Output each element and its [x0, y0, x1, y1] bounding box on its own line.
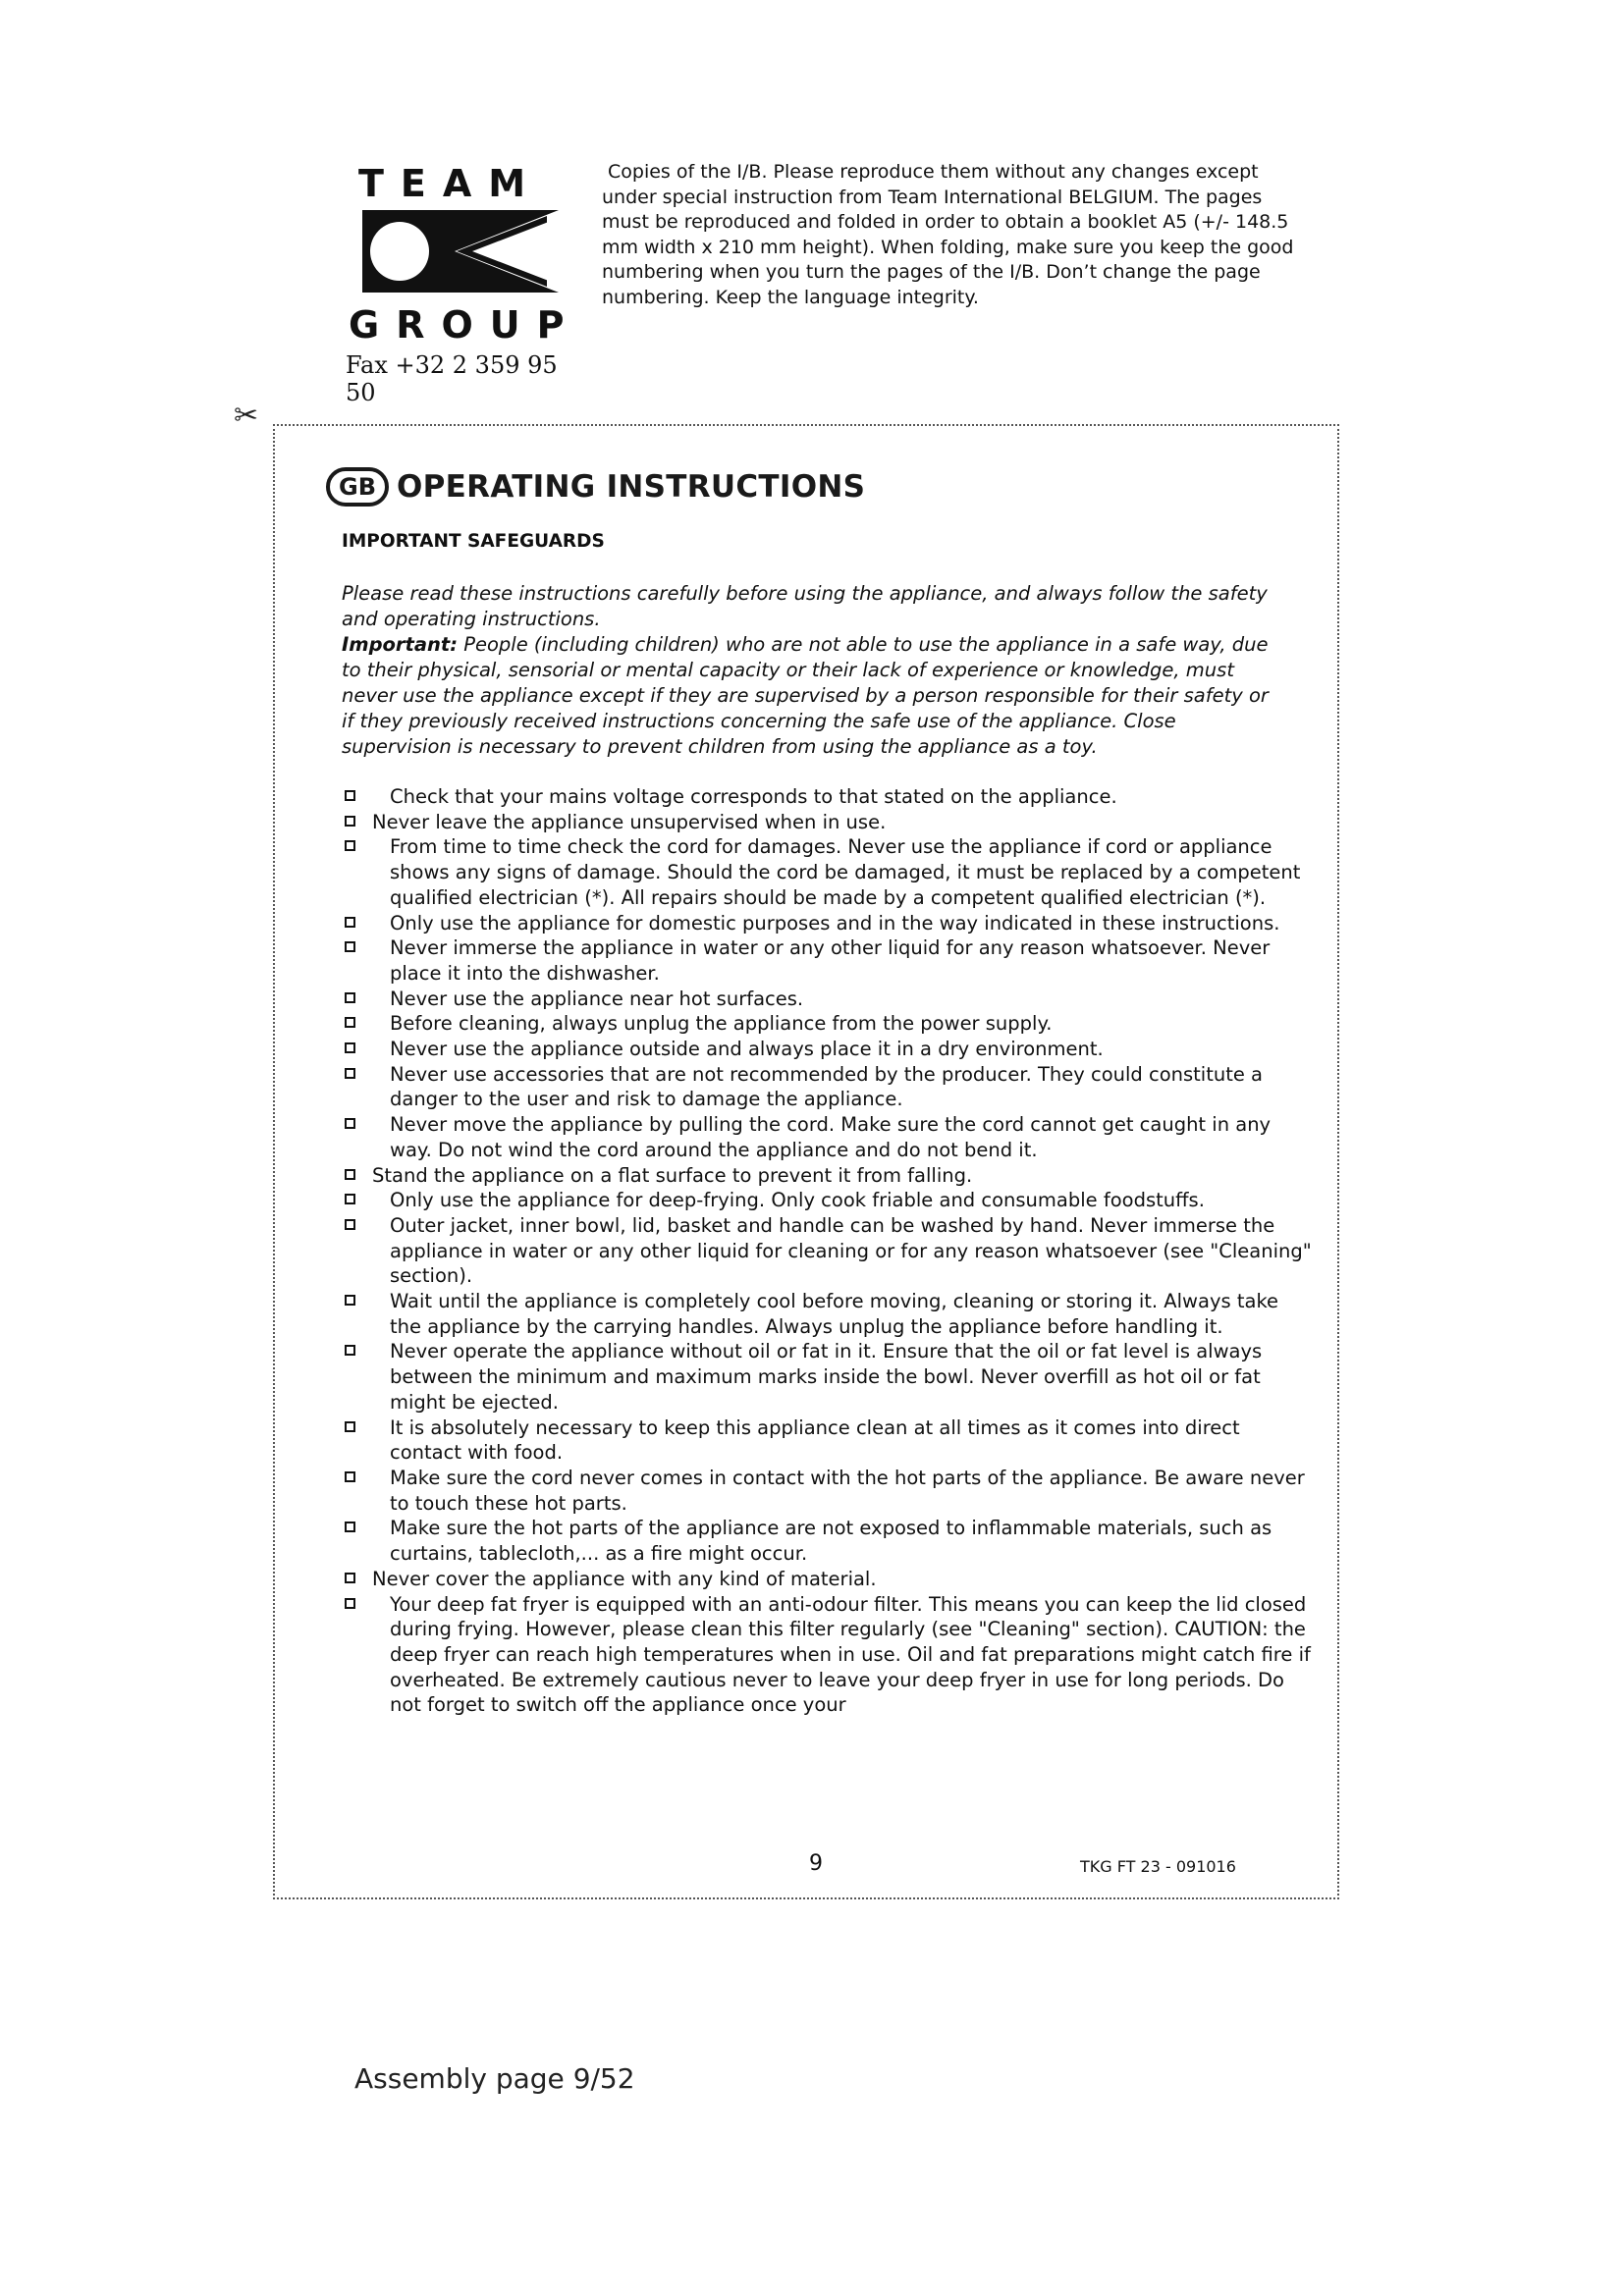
section-heading: IMPORTANT SAFEGUARDS [342, 531, 605, 552]
list-item [341, 1466, 1315, 1516]
list-item-text: It is absolutely necessary to keep this appliance clean at all times as it comes into direct contact with food. [390, 1415, 1240, 1465]
checkbox-icon [345, 917, 355, 928]
page-title-text: OPERATING INSTRUCTIONS [397, 469, 866, 505]
checkbox-icon [345, 1471, 355, 1482]
list-item-text: Never use accessories that are not recommended by the producer. They could constitute a danger to the user and risk to damage the appliance. [390, 1062, 1264, 1111]
reproduction-note [602, 160, 1304, 310]
list-item-text: Never use the appliance outside and always place it in a dry environment. [390, 1038, 1104, 1061]
list-item [341, 1213, 1315, 1289]
list-item-text: Wait until the appliance is completely cool before moving, cleaning or storing it. Always take the appliance by the carrying handles. Always unplug the appliance before handling it. [390, 1290, 1279, 1338]
important-text [342, 632, 1272, 760]
safeguards-list [341, 784, 1315, 1718]
assembly-page-label: Assembly page 9/52 [354, 2062, 635, 2095]
logo-group-text: GROUP [349, 303, 581, 347]
checkbox-icon [345, 1345, 355, 1356]
checkbox-icon [345, 1522, 355, 1532]
list-item [341, 1415, 1315, 1466]
checkbox-icon [345, 1573, 355, 1583]
list-item [341, 1592, 1315, 1719]
important-label: Important: [342, 633, 459, 656]
list-item [341, 987, 1315, 1012]
checkbox-icon [345, 1068, 355, 1079]
team-group-logo [346, 162, 581, 406]
checkbox-icon [345, 1169, 355, 1180]
checkbox-icon [345, 1042, 355, 1053]
checkbox-icon [345, 1194, 355, 1204]
checkbox-icon [345, 1421, 355, 1432]
list-item-text: Never cover the appliance with any kind of material. [372, 1567, 877, 1590]
list-item-text: Your deep fat fryer is equipped with an anti-odour filter. This means you can keep the lid closed during frying. However, please clean this filter regularly (see "Cleaning" section). CAUTION: the deep fryer can reach high temperatures when in use. Oil and fat preparations might catch fire if overheated. Be extremely cautious never to leave your deep fryer in use for long periods. Do not forget to switch off the appliance once your [390, 1592, 1311, 1717]
list-item [341, 935, 1315, 986]
list-item-text: Only use the appliance for deep-frying. Only cook friable and consumable foodstuffs. [390, 1189, 1205, 1212]
checkbox-icon [345, 840, 355, 851]
list-item-text: Never leave the appliance unsupervised when in use. [372, 810, 887, 833]
list-item [341, 1567, 1315, 1592]
page-title [326, 461, 865, 512]
list-item-text: Never operate the appliance without oil or fat in it. Ensure that the oil or fat level is always between the minimum and maximum marks inside the bowl. Never overfill as hot oil or fat might be ejected. [390, 1340, 1263, 1414]
logo-team-text: TEAM [358, 162, 543, 205]
list-item [341, 911, 1315, 936]
document-reference: TKG FT 23 - 091016 [1080, 1857, 1236, 1876]
list-item-text: Only use the appliance for domestic purposes and in the way indicated in these instructions. [390, 911, 1280, 934]
list-item [341, 1062, 1315, 1112]
important-body: People (including children) who are not able to use the appliance in a safe way, due to their physical, sensorial or mental capacity or their lack of experience or knowledge, must never use the appliance except if they are supervised by a person responsible for their safety or if they previously received instructions concerning the safe use of the appliance. Close supervision is necessary to prevent children from using the appliance as a toy. [342, 633, 1269, 758]
checkbox-icon [345, 1598, 355, 1609]
list-item [341, 1516, 1315, 1566]
checkbox-icon [345, 941, 355, 952]
list-item-text: Stand the appliance on a flat surface to prevent it from falling. [372, 1163, 973, 1187]
checkbox-icon [345, 1219, 355, 1230]
list-item-text: Before cleaning, always unplug the appliance from the power supply. [390, 1012, 1053, 1036]
list-item-text: Never immerse the appliance in water or any other liquid for any reason whatsoever. Never place it into the dishwasher. [390, 936, 1271, 985]
list-item [341, 1339, 1315, 1415]
logo-mark-icon [362, 210, 559, 293]
checkbox-icon [345, 1295, 355, 1306]
reproduction-note-text: Copies of the I/B. Please reproduce them without any changes except under special instruction from Team International BELGIUM. The pages must be reproduced and folded in order to obtain a booklet A5 (+/- 148.5 mm width x 210 mm height). When folding, make sure you keep the good numbering when you turn the pages of the I/B. Don’t change the page numbering. Keep the language integrity. [602, 161, 1294, 308]
list-item [341, 1011, 1315, 1037]
checkbox-icon [345, 790, 355, 801]
scissors-icon: ✂ [234, 399, 259, 433]
checkbox-icon [345, 1118, 355, 1129]
fax-number: Fax +32 2 359 95 50 [346, 351, 558, 406]
list-item-text: Make sure the cord never comes in contact with the hot parts of the appliance. Be aware never to touch these hot parts. [390, 1466, 1305, 1515]
list-item [341, 1163, 1315, 1189]
intro-paragraph [342, 581, 1272, 760]
list-item-text: Outer jacket, inner bowl, lid, basket and handle can be washed by hand. Never immerse the appliance in water or any other liquid for cleaning or for any reason whatsoever (see "Cleaning" section). [390, 1213, 1312, 1288]
checkbox-icon [345, 992, 355, 1003]
list-item [341, 1037, 1315, 1062]
page-number: 9 [809, 1851, 823, 1876]
language-badge: GB [326, 467, 389, 507]
list-item-text: Check that your mains voltage corresponds to that stated on the appliance. [390, 785, 1117, 808]
checkbox-icon [345, 1017, 355, 1028]
list-item-text: Never use the appliance near hot surfaces. [390, 987, 804, 1010]
list-item-text: Make sure the hot parts of the appliance are not exposed to inflammable materials, such as curtains, tablecloth,... as a fire might occur. [390, 1517, 1272, 1566]
list-item [341, 1188, 1315, 1213]
list-item [341, 1112, 1315, 1162]
list-item-text: Never move the appliance by pulling the cord. Make sure the cord cannot get caught in any way. Do not wind the cord around the appliance and do not bend it. [390, 1113, 1272, 1161]
intro-text: Please read these instructions carefully before using the appliance, and always follow the safety and operating instructions. [342, 582, 1268, 630]
checkbox-icon [345, 816, 355, 827]
list-item [341, 784, 1315, 810]
list-item [341, 834, 1315, 910]
list-item [341, 1289, 1315, 1339]
list-item-text: From time to time check the cord for damages. Never use the appliance if cord or appliance shows any signs of damage. Should the cord be damaged, it must be replaced by a competent qualified electrician (*). All repairs should be made by a competent qualified electrician (*). [390, 835, 1301, 909]
list-item [341, 810, 1315, 835]
